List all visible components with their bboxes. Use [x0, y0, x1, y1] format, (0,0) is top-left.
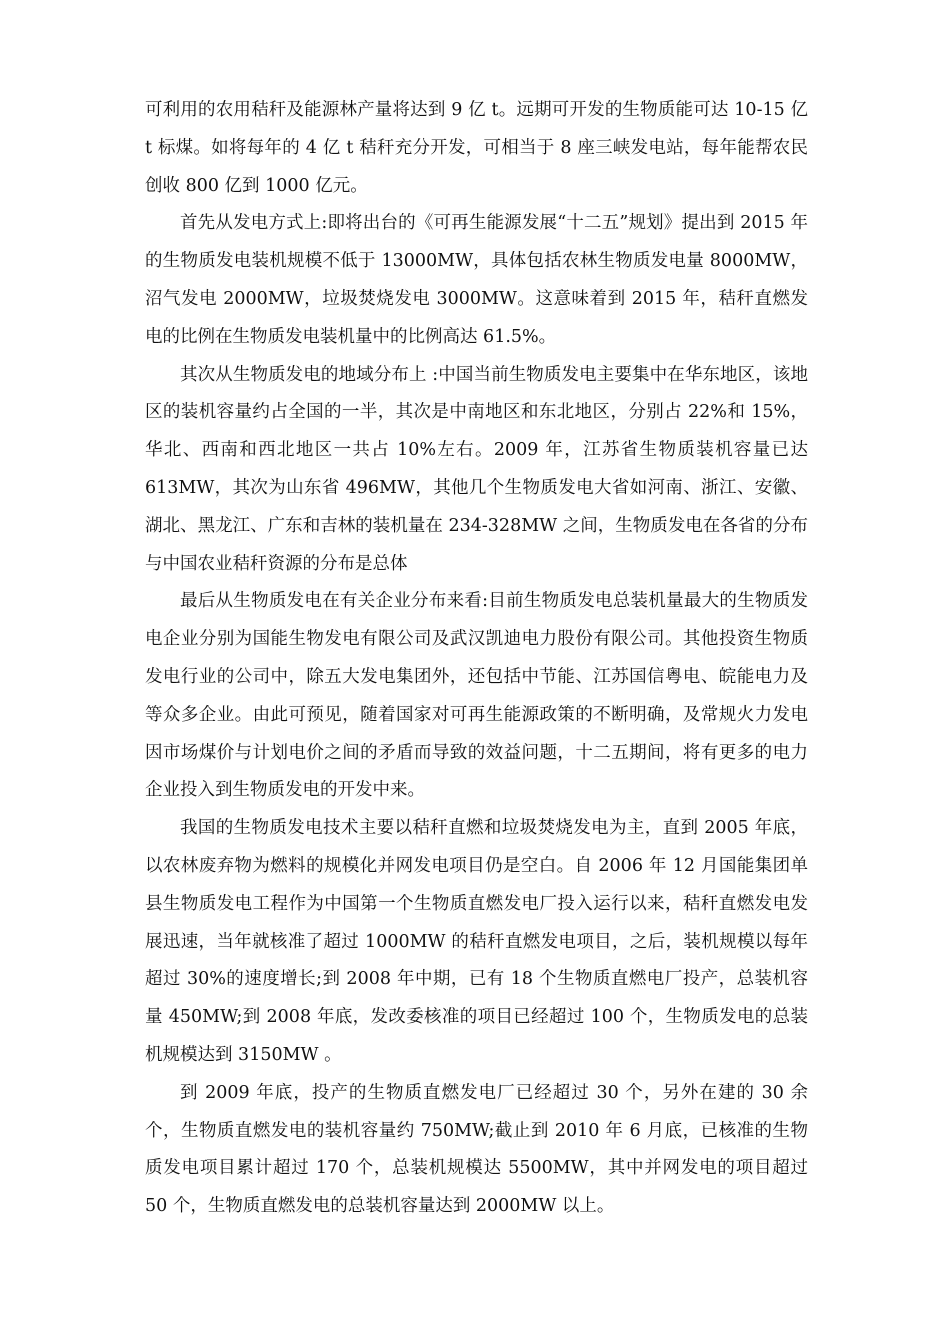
paragraph-enterprise-distribution: 最后从生物质发电在有关企业分布来看:目前生物质发电总装机量最大的生物质发电企业分别为国能生物发电有限公司及武汉凯迪电力股份有限公司。其他投资生物质发电行业的公司中，除五大发电集团外，还包括中节能、江苏国信粤电、皖能电力及等众多企业。由此可预见，随着国家对可再生能源政策的不断明确，及常规火力发电因市场煤价与计划电价之间的矛盾而导致的效益问题，十二五期间，将有更多的电力企业投入到生物质发电的开发中来。 [145, 591, 808, 801]
paragraph-continued: 可利用的农用秸秆及能源林产量将达到 9 亿 t。远期可开发的生物质能可达 10-15 亿 t 标煤。如将每年的 4 亿 t 秸秆充分开发，可相当于 8 座三峡发电站，每年能帮农民创收 800 亿到 1000 亿元。 [145, 100, 808, 196]
paragraph-2009-status: 到 2009 年底，投产的生物质直燃发电厂已经超过 30 个，另外在建的 30 余个，生物质直燃发电的装机容量约 750MW;截止到 2010 年 6 月底，已核准的生物质发电项目累计超过 170 个，总装机规模达 5500MW，其中并网发电的项目超过 50 个，生物质直燃发电的总装机容量达到 2000MW 以上。 [145, 1082, 808, 1217]
paragraph-generation-method: 首先从发电方式上:即将出台的《可再生能源发展“十二五”规划》提出到 2015 年的生物质发电装机规模不低于 13000MW，具体包括农林生物质发电量 8000MW，沼气发电 2000MW，垃圾焚烧发电 3000MW。这意味着到 2015 年，秸秆直燃发电的比例在生物质发电装机量中的比例高达 61.5%。 [145, 213, 808, 347]
document-body [145, 92, 808, 1226]
paragraph-technology-history: 我国的生物质发电技术主要以秸秆直燃和垃圾焚烧发电为主，直到 2005 年底，以农林废弃物为燃料的规模化并网发电项目仍是空白。自 2006 年 12 月国能集团单县生物质发电工程作为中国第一个生物质直燃发电厂投入运行以来，秸秆直燃发电发展迅速，当年就核准了超过 1000MW 的秸秆直燃发电项目，之后，装机规模以每年超过 30%的速度增长;到 2008 年中期，已有 18 个生物质直燃电厂投产，总装机容量 450MW;到 2008 年底，发改委核准的项目已经超过 100 个，生物质发电的总装机规模达到 3150MW 。 [145, 818, 808, 1065]
paragraph-regional-distribution: 其次从生物质发电的地域分布上 :中国当前生物质发电主要集中在华东地区，该地区的装机容量约占全国的一半，其次是中南地区和东北地区，分别占 22%和 15%，华北、西南和西北地区一共占 10%左右。2009 年，江苏省生物质装机容量已达 613MW，其次为山东省 496MW，其他几个生物质发电大省如河南、浙江、安徽、湖北、黑龙江、广东和吉林的装机量在 234-328MW 之间，生物质发电在各省的分布与中国农业秸秆资源的分布是总体 [145, 364, 808, 574]
